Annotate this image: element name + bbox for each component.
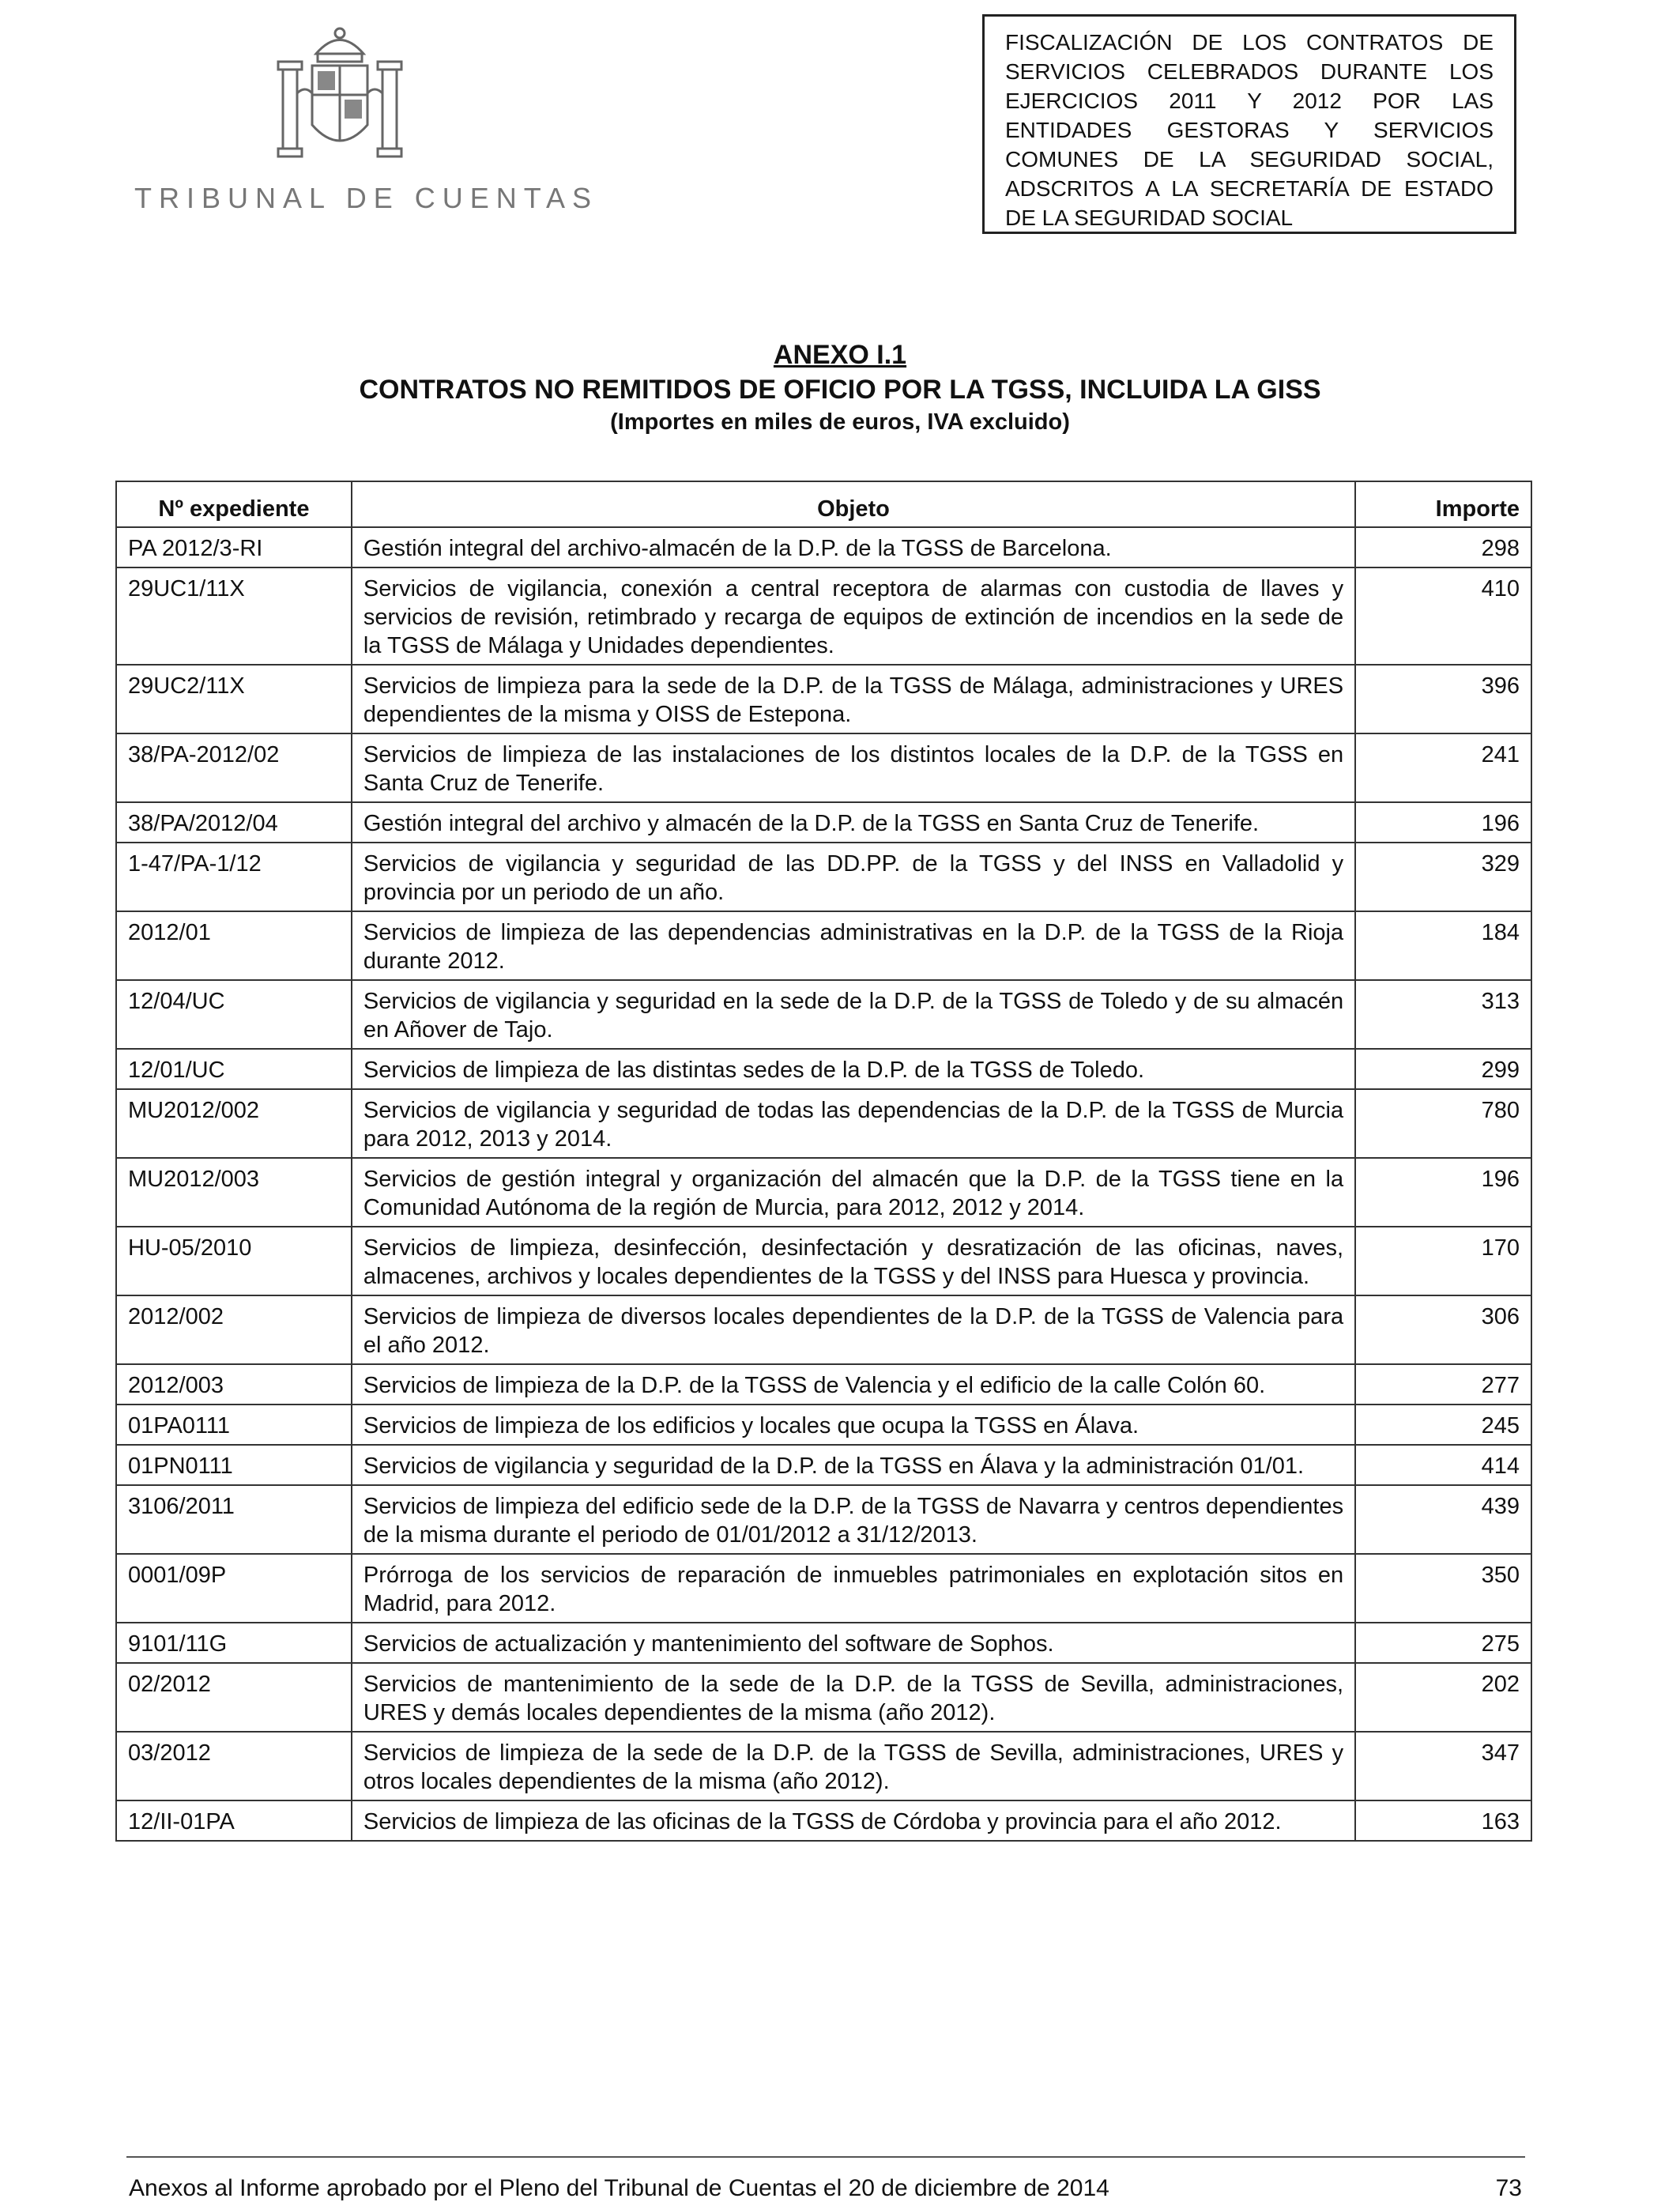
cell-expediente: 0001/09P [116,1554,352,1623]
table-row [116,1623,1531,1663]
table-body [116,527,1531,1841]
table-header-row [116,481,1531,527]
table-row [116,1405,1531,1445]
cell-objeto: Servicios de vigilancia y seguridad de las DD.PP. de la TGSS y del INSS en Valladolid y provincia por un periodo de un año. [352,843,1355,911]
cell-expediente: 2012/01 [116,911,352,980]
cell-importe: 277 [1355,1364,1531,1405]
tribunal-logo [126,22,599,214]
org-name: TRIBUNAL DE CUENTAS [134,182,599,214]
cell-importe: 298 [1355,527,1531,567]
cell-importe: 196 [1355,802,1531,843]
cell-objeto: Servicios de limpieza de las distintas sedes de la D.P. de la TGSS de Toledo. [352,1049,1355,1089]
cell-objeto: Servicios de limpieza de la sede de la D.P. de la TGSS de Sevilla, administraciones, URES y otros locales dependientes de la misma (año 2012). [352,1732,1355,1800]
table-row [116,665,1531,733]
cell-expediente: PA 2012/3-RI [116,527,352,567]
table-row [116,1158,1531,1227]
table-row [116,1485,1531,1554]
table-row [116,843,1531,911]
footer-text: Anexos al Informe aprobado por el Pleno del Tribunal de Cuentas el 20 de diciembre de 2014 [129,2175,1109,2201]
cell-objeto: Servicios de limpieza de los edificios y locales que ocupa la TGSS en Álava. [352,1405,1355,1445]
annex-subtitle: CONTRATOS NO REMITIDOS DE OFICIO POR LA TGSS, INCLUIDA LA GISS [359,375,1321,405]
cell-objeto: Servicios de limpieza de las instalaciones de los distintos locales de la D.P. de la TGSS en Santa Cruz de Tenerife. [352,733,1355,802]
cell-importe: 299 [1355,1049,1531,1089]
cell-importe: 410 [1355,567,1531,665]
cell-expediente: 03/2012 [116,1732,352,1800]
table-row [116,802,1531,843]
table-row [116,980,1531,1049]
cell-objeto: Servicios de limpieza de la D.P. de la TGSS de Valencia y el edificio de la calle Colón 60. [352,1364,1355,1405]
cell-importe: 439 [1355,1485,1531,1554]
cell-objeto: Prórroga de los servicios de reparación de inmuebles patrimoniales en explotación sitos en Madrid, para 2012. [352,1554,1355,1623]
cell-expediente: 01PN0111 [116,1445,352,1485]
annex-title: ANEXO I.1 [773,340,907,370]
table-row [116,1800,1531,1841]
cell-importe: 350 [1355,1554,1531,1623]
cell-objeto: Servicios de limpieza para la sede de la D.P. de la TGSS de Málaga, administraciones y URES dependientes de la misma y OISS de Estepona. [352,665,1355,733]
table-row [116,1227,1531,1295]
report-title-text: FISCALIZACIÓN DE LOS CONTRATOS DE SERVICIOS CELEBRADOS DURANTE LOS EJERCICIOS 2011 Y 2012 POR LAS ENTIDADES GESTORAS Y SERVICIOS COMUNES DE LA SEGURIDAD SOCIAL, ADSCRITOS A LA SECRETARÍA DE ESTADO DE LA SEGURIDAD SOCIAL [1005,30,1494,230]
cell-objeto: Servicios de limpieza del edificio sede de la D.P. de la TGSS de Navarra y centros dependientes de la misma durante el periodo de 01/01/2012 a 31/12/2013. [352,1485,1355,1554]
header-importe: Importe [1355,481,1531,527]
cell-objeto: Gestión integral del archivo-almacén de la D.P. de la TGSS de Barcelona. [352,527,1355,567]
cell-importe: 163 [1355,1800,1531,1841]
cell-expediente: 29UC1/11X [116,567,352,665]
cell-expediente: 1-47/PA-1/12 [116,843,352,911]
cell-importe: 275 [1355,1623,1531,1663]
cell-objeto: Servicios de vigilancia y seguridad de todas las dependencias de la D.P. de la TGSS de Murcia para 2012, 2013 y 2014. [352,1089,1355,1158]
cell-objeto: Servicios de gestión integral y organización del almacén que la D.P. de la TGSS tiene en la Comunidad Autónoma de la región de Murcia, para 2012, 2012 y 2014. [352,1158,1355,1227]
cell-objeto: Servicios de limpieza de las dependencias administrativas en la D.P. de la TGSS de la Rioja durante 2012. [352,911,1355,980]
cell-importe: 241 [1355,733,1531,802]
cell-importe: 347 [1355,1732,1531,1800]
cell-objeto: Servicios de vigilancia y seguridad en la sede de la D.P. de la TGSS de Toledo y de su almacén en Añover de Tajo. [352,980,1355,1049]
cell-objeto: Gestión integral del archivo y almacén de la D.P. de la TGSS en Santa Cruz de Tenerife. [352,802,1355,843]
cell-importe: 329 [1355,843,1531,911]
cell-objeto: Servicios de vigilancia y seguridad de la D.P. de la TGSS en Álava y la administración 01/01. [352,1445,1355,1485]
cell-importe: 202 [1355,1663,1531,1732]
cell-importe: 306 [1355,1295,1531,1364]
cell-objeto: Servicios de vigilancia, conexión a central receptora de alarmas con custodia de llaves y servicios de revisión, retimbrado y recarga de equipos de extinción de incendios en la sede de la TGSS de Málaga y Unidades dependientes. [352,567,1355,665]
cell-expediente: MU2012/002 [116,1089,352,1158]
report-title-box [982,14,1516,234]
cell-expediente: 38/PA-2012/02 [116,733,352,802]
coat-of-arms-icon [269,22,411,172]
cell-importe: 196 [1355,1158,1531,1227]
cell-expediente: HU-05/2010 [116,1227,352,1295]
table-row [116,527,1531,567]
cell-expediente: 38/PA/2012/04 [116,802,352,843]
header-objeto: Objeto [352,481,1355,527]
table-row [116,1295,1531,1364]
cell-expediente: 2012/002 [116,1295,352,1364]
cell-importe: 170 [1355,1227,1531,1295]
table-row [116,1732,1531,1800]
cell-importe: 245 [1355,1405,1531,1445]
cell-importe: 313 [1355,980,1531,1049]
cell-expediente: 12/II-01PA [116,1800,352,1841]
table-row [116,1049,1531,1089]
contracts-table [115,481,1532,1842]
page-number: 73 [1495,2175,1522,2201]
table-row [116,1445,1531,1485]
cell-importe: 780 [1355,1089,1531,1158]
table-row [116,733,1531,802]
annex-note: (Importes en miles de euros, IVA excluido) [610,409,1070,435]
table-row [116,1089,1531,1158]
table-row [116,1554,1531,1623]
cell-importe: 184 [1355,911,1531,980]
footer-divider [126,2156,1525,2158]
cell-objeto: Servicios de mantenimiento de la sede de la D.P. de la TGSS de Sevilla, administraciones, URES y demás locales dependientes de la misma (año 2012). [352,1663,1355,1732]
header-expediente: Nº expediente [116,481,352,527]
cell-expediente: 12/01/UC [116,1049,352,1089]
cell-expediente: 2012/003 [116,1364,352,1405]
cell-objeto: Servicios de limpieza, desinfección, desinfectación y desratización de las oficinas, naves, almacenes, archivos y locales dependientes de la TGSS y del INSS para Huesca y provincia. [352,1227,1355,1295]
table-row [116,911,1531,980]
cell-objeto: Servicios de actualización y mantenimiento del software de Sophos. [352,1623,1355,1663]
cell-expediente: 02/2012 [116,1663,352,1732]
cell-importe: 414 [1355,1445,1531,1485]
table-row [116,1663,1531,1732]
cell-expediente: 12/04/UC [116,980,352,1049]
cell-expediente: 9101/11G [116,1623,352,1663]
cell-expediente: 3106/2011 [116,1485,352,1554]
table-row [116,567,1531,665]
table-row [116,1364,1531,1405]
cell-expediente: MU2012/003 [116,1158,352,1227]
cell-expediente: 01PA0111 [116,1405,352,1445]
cell-importe: 396 [1355,665,1531,733]
cell-objeto: Servicios de limpieza de diversos locales dependientes de la D.P. de la TGSS de Valencia para el año 2012. [352,1295,1355,1364]
cell-expediente: 29UC2/11X [116,665,352,733]
cell-objeto: Servicios de limpieza de las oficinas de la TGSS de Córdoba y provincia para el año 2012. [352,1800,1355,1841]
